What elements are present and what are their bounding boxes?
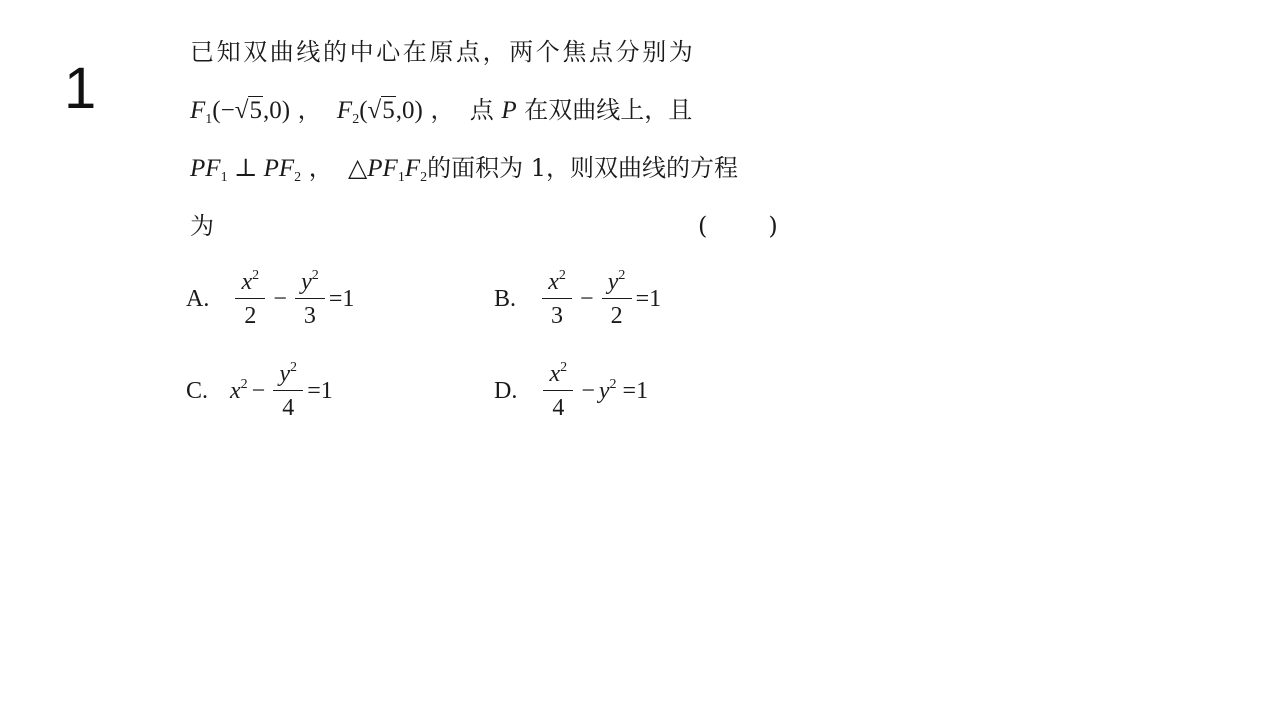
fraction-y2-over-2: $\frac{y^2}{2}$ <box>602 268 632 330</box>
fraction-x2-over-2: $\frac{x^2}{2}$ <box>235 268 265 330</box>
minus-sign: − <box>581 377 595 404</box>
f2-close: ,0) <box>395 97 423 124</box>
option-c[interactable] <box>186 356 333 426</box>
option-b[interactable] <box>494 264 661 334</box>
term-y2: $y^2$ <box>598 377 617 404</box>
question-line-1: 已知双曲线的中心在原点，两个焦点分别为 <box>190 38 696 66</box>
triangle-symbol: △ <box>348 155 368 182</box>
fraction-y2-over-3: $\frac{y^2}{3}$ <box>295 268 325 330</box>
sqrt-5-b: √5 <box>367 97 395 124</box>
equals-one: =1 <box>622 377 649 404</box>
option-a[interactable] <box>186 264 354 334</box>
option-letter: C. <box>186 377 209 404</box>
fraction-x2-over-3: $\frac{x^2}{3}$ <box>542 268 572 330</box>
minus-sign: − <box>273 285 287 312</box>
question-line-2 <box>190 94 780 136</box>
point-p: P <box>501 97 517 124</box>
separator-3: ， <box>301 154 349 182</box>
minus-sign: − <box>251 377 266 404</box>
term-x2: $x^2$ <box>230 377 248 404</box>
f2-open: ( <box>359 97 368 124</box>
focus-f2: $F_2$ <box>336 97 360 127</box>
separator-2: ， 点 <box>422 96 502 124</box>
equals-one: =1 <box>635 285 662 312</box>
option-letter: B. <box>494 285 517 312</box>
line3-rest: 的面积为 1，则双曲线的方程 <box>427 154 739 182</box>
option-d[interactable] <box>494 356 648 426</box>
answer-parentheses: ( ) <box>698 212 778 240</box>
f1-open: (− <box>212 97 235 124</box>
equals-one: =1 <box>328 285 355 312</box>
segment-pf2: $PF_2$ <box>263 155 302 185</box>
question-line-4 <box>190 210 780 242</box>
separator-1: ， <box>290 96 337 124</box>
question-number: 1 <box>64 56 97 121</box>
fraction-y2-over-4: $\frac{y^2}{4}$ <box>273 360 303 422</box>
segment-pf1: $PF_1$ <box>190 155 228 185</box>
question-line-3 <box>190 152 780 194</box>
triangle-pf1f2: $PF_1F_2$ <box>367 155 428 185</box>
focus-f1: $F_1$ <box>190 97 213 127</box>
f1-close: ,0) <box>262 97 291 124</box>
perpendicular-symbol: ⊥ <box>227 155 264 182</box>
sqrt-5-a: √5 <box>234 97 262 124</box>
option-letter: D. <box>494 377 518 404</box>
option-letter: A. <box>186 285 210 312</box>
line2-rest: 在双曲线上，且 <box>516 96 693 124</box>
equals-one: =1 <box>307 377 333 404</box>
fraction-x2-over-4: $\frac{x^2}{4}$ <box>543 360 573 422</box>
minus-sign: − <box>580 285 594 312</box>
line4-text: 为 <box>190 212 214 240</box>
